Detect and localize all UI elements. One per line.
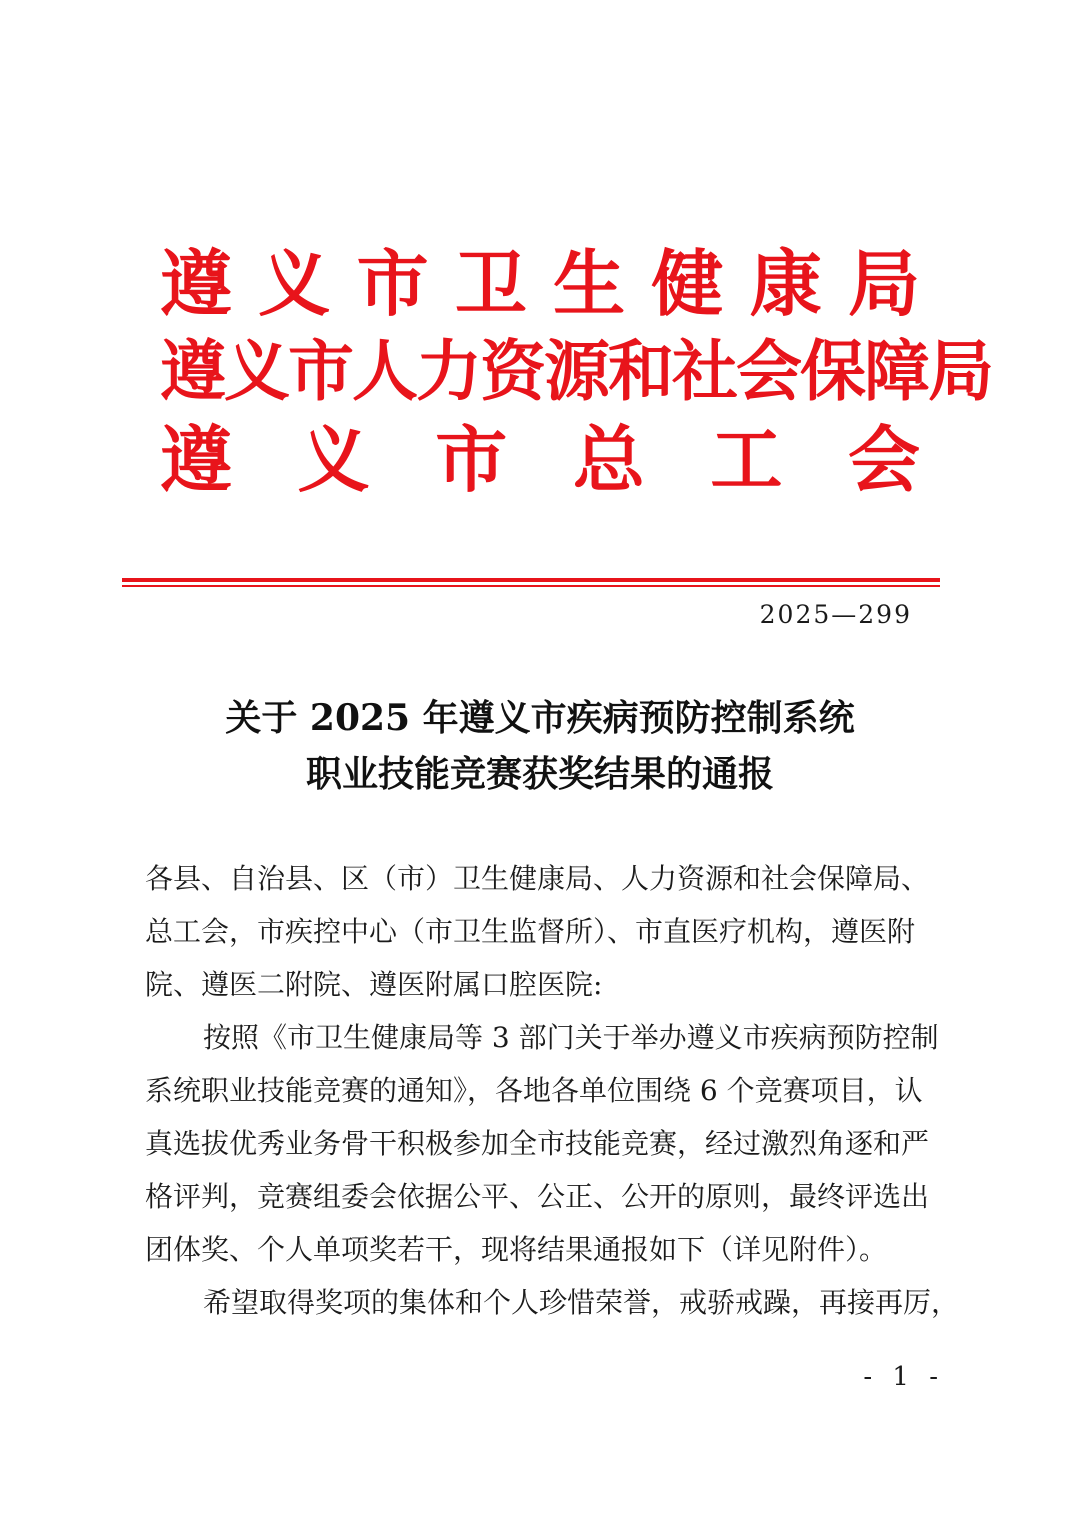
body-line xyxy=(145,1276,960,1329)
body-line-text: 总工会，市疾控中心（市卫生监督所）、市直医疗机构，遵医附 xyxy=(145,915,916,948)
body-line-text: 系统职业技能竞赛的通知》，各地各单位围绕 6 个竞赛项目，认 xyxy=(145,1074,923,1107)
letterhead-char: 力 xyxy=(416,333,480,410)
body-line-text: 希望取得奖项的集体和个人珍惜荣誉，戒骄戒躁，再接再厉， xyxy=(203,1286,960,1319)
document-number: 2025—299 xyxy=(759,600,912,629)
body-line xyxy=(145,1011,945,1064)
document-title xyxy=(0,690,1080,802)
body-line xyxy=(145,1170,945,1223)
letterhead-char: 社 xyxy=(672,333,736,410)
letterhead-char: 市 xyxy=(288,333,352,410)
letterhead-char: 市 xyxy=(435,418,508,502)
letterhead-char: 遵 xyxy=(160,418,233,502)
letterhead-char: 障 xyxy=(864,333,928,410)
letterhead-char: 会 xyxy=(736,333,800,410)
title-line-2: 职业技能竞赛获奖结果的通报 xyxy=(305,753,774,795)
body-line xyxy=(145,1117,945,1170)
red-separator-line xyxy=(122,578,940,587)
letterhead-char: 市 xyxy=(356,242,429,326)
letterhead-line-hrss-bureau xyxy=(160,328,992,416)
letterhead-char: 义 xyxy=(224,333,288,410)
page-number: - 1 - xyxy=(863,1362,944,1392)
letterhead-char: 局 xyxy=(928,333,992,410)
letterhead-char: 义 xyxy=(297,418,370,502)
body-line-text: 院、遵医二附院、遵医附属口腔医院: xyxy=(145,968,603,1001)
letterhead-char: 康 xyxy=(749,242,822,326)
letterhead-char: 资 xyxy=(480,333,544,410)
letterhead-char: 人 xyxy=(352,333,416,410)
letterhead-line-trade-union xyxy=(160,416,920,504)
title-line-1: 关于 2025 年遵义市疾病预防控制系统 xyxy=(225,697,855,739)
separator-thin-rule xyxy=(122,585,940,587)
letterhead-char: 遵 xyxy=(160,242,233,326)
body-line-text: 团体奖、个人单项奖若干，现将结果通报如下（详见附件）。 xyxy=(145,1233,888,1266)
letterhead-line-health-bureau xyxy=(160,240,920,328)
body-line-text: 格评判，竞赛组委会依据公平、公正、公开的原则，最终评选出 xyxy=(145,1180,930,1213)
letterhead xyxy=(160,240,992,504)
letterhead-char: 工 xyxy=(710,418,783,502)
body-line xyxy=(145,1064,945,1117)
body-line xyxy=(145,1223,945,1276)
body-line-text: 真选拔优秀业务骨干积极参加全市技能竞赛，经过激烈角逐和严 xyxy=(145,1127,930,1160)
letterhead-char: 总 xyxy=(572,418,645,502)
letterhead-char: 生 xyxy=(553,242,626,326)
body-line xyxy=(145,958,945,1011)
letterhead-char: 保 xyxy=(800,333,864,410)
letterhead-char: 源 xyxy=(544,333,608,410)
letterhead-char: 遵 xyxy=(160,333,224,410)
body-line-text: 按照《市卫生健康局等 3 部门关于举办遵义市疾病预防控制 xyxy=(203,1021,939,1054)
body-line-text: 各县、自治县、区（市）卫生健康局、人力资源和社会保障局、 xyxy=(145,862,930,895)
letterhead-char: 健 xyxy=(651,242,724,326)
separator-thick-rule xyxy=(122,578,940,582)
letterhead-char: 局 xyxy=(847,242,920,326)
body-line xyxy=(145,905,945,958)
letterhead-char: 义 xyxy=(258,242,331,326)
document-body xyxy=(145,852,960,1329)
body-line xyxy=(145,852,945,905)
letterhead-char: 卫 xyxy=(454,242,527,326)
letterhead-char: 会 xyxy=(847,418,920,502)
letterhead-char: 和 xyxy=(608,333,672,410)
